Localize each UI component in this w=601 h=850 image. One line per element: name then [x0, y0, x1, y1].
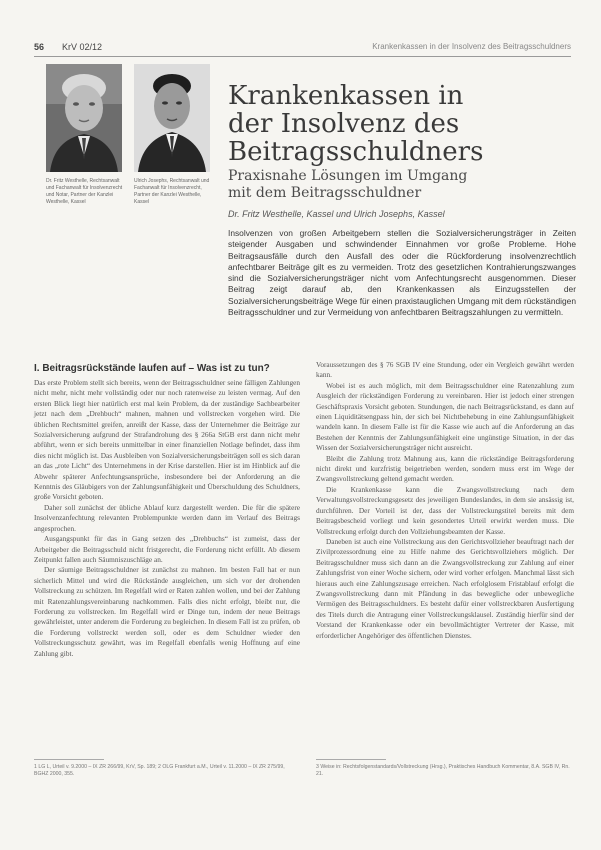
running-title: Krankenkassen in der Insolvenz des Beitragsschuldners [372, 42, 571, 51]
article-subtitle [228, 168, 578, 202]
section-heading: I. Beitragsrückstände laufen auf – Was ist zu tun? [34, 363, 270, 374]
running-header [34, 40, 571, 54]
paragraph: Voraussetzungen des § 76 SGB IV eine Stundung, oder ein Vergleich gewährt werden kann. [316, 360, 574, 380]
paragraph: Das erste Problem stellt sich bereits, wenn der Beitragsschuldner seine fälligen Zahlungen nicht mehr, nicht mehr vollständig oder nur noch ratenweise zu leisten vermag. Auf den ersten Blick liegt hier natürlich erst mal kein Problem, da der zuständige Sachbearbeiter jetzt nach dem „Drehbuch“ mahnen, mahnen und vollstrecken vorgehen wird. Die üblichen Rechtsmittel greifen, anreißt der Kasse, dass der Unternehmer die Beiträge zur Sozialversicherung aufgrund der Strafandrohung des § 266a StGB erst dann nicht mehr abführt, wenn er sich bereits unmittelbar in einer finanziellen Notlage befindet, dass ihm dies nicht möglich ist. Das Ausbleiben von Sozialversicherungsbeiträgen soll es sich daran an das „rote Licht“ des Unternehmens in der Krise darstellen. Hier ist im Hinblick auf die Abwehr späterer Anfechtungsansprüche, insbesondere bei der Anforderung an die Kenntnis des Gläubigers von der Zahlungsunfähigkeit und Überschuldung des Schuldners, große Vorsicht geboten. [34, 378, 300, 502]
page-number: 56 [34, 42, 45, 52]
photo-caption: Ulrich Josephs, Rechtsanwalt und Fachanwalt für Insolvenzrecht, Partner der Kanzlei Westhelle, Kassel [134, 178, 210, 205]
paragraph: Die Krankenkasse kann die Zwangsvollstreckung nach dem Verwaltungsvollstreckungsgesetz des jeweiligen Bundeslandes, in dem sie ansässig ist, durchführen. Der Vorteil ist der, dass der Vollstreckungstitel bereits mit dem Beitragsbescheid vorliegt und kein gesondertes Urteil erwirkt werden muss. Die Vollstreckung erfolgt durch den Vollziehungsbeamten der Kasse. [316, 484, 574, 536]
article-authors: Dr. Fritz Westhelle, Kassel und Ulrich Josephs, Kassel [228, 209, 445, 219]
paragraph: Daneben ist auch eine Vollstreckung aus den Gerichtsvollzieher beauftragt nach der Zivilprozessordnung eine zu Hilfe nahme des Gerichtsvollziehers möglich. Der Beitragsschuldner muss sich dann an die Zwangsvollstreckung zur Zahlung auf einer Zahlungsfrist von einer Woche sichern, oder wird vorher erfolgen. Manchmal lässt sich hieraus auch eine Zahlungszusage erreichen. Nach erfolglosem Fristablauf erfolgt die Zwangsvollstreckung dann mit Pfändung in das bewegliche oder unbewegliche Vermögen des Beitragsschuldners. Es besteht dafür einer vollstreckbaren Ausfertigung des Titels durch die Antragung einer Vollstreckungsklausel. Zuständig hierfür sind der Vorstand der Krankenkasse oder ein bevollmächtigter Vertreter der Kasse, mit erforderlicher Angehöriger des öffentlichen Dienstes. [316, 536, 574, 640]
title-line: der Insolvenz des [228, 109, 460, 139]
footnotes-right: 3 Weise in: Rechtsfolgenstandards/Vollstreckung (Hrsg.), Praktisches Handbuch Kommentar, 8.A. SGB IV, Rn. 21. [316, 764, 570, 777]
article-abstract: Insolvenzen von großen Arbeitgebern stellen die Sozialversicherungsträger in Zeiten steigender Ausgaben und schwindender Einnahmen vor große Probleme. Hohe Beitragsausfälle durch den Ausfall des oder die Rückforderung insolvenzrechtlich anfechtbarer Beiträge gilt es zu vermeiden. Trotz des gesetzlichen Kontrahierungszwanges sind die Sozialversicherungsträger nicht vom Anfechtungsrecht ausgenommen. Dieser Beitrag zeigt darauf ab, den Krankenkassen als Einzugsstellen der Sozialversicherungsbeiträge Wege für einen praxistauglichen Umgang mit dem rückständigen Beitragsschuldner und zur Vermeidung von anfechtbaren Beitragszahlungen zu vermitteln. [228, 228, 576, 318]
paragraph: Wobei ist es auch möglich, mit dem Beitragsschuldner eine Ratenzahlung zum Ausgleich der rückständigen Forderung zu vereinbaren. Hier ist jedoch einer strengen Geschäftspraxis Vorsicht geboten. Stundungen, die nach Beitragsrückstand, es dann auf einen Liquiditätsengpass hin, der sich bei Nichtbehebung in eine Zahlungsunfähigkeit wandeln kann. In diesem Falle ist für die Kasse wie auch auf die Anforderung an das Bestehen der Kenntnis der Zahlungsunfähigkeit eine ungünstige Situation, in der das Wissen der Sozialversicherungsträger nicht ausreicht. [316, 380, 574, 453]
paragraph: Bleibt die Zahlung trotz Mahnung aus, kann die rückständige Beitragsforderung nicht direkt und kurzfristig beigetrieben werden, sondern muss erst im Wege der Zwangsvollstreckung geltend gemacht werden. [316, 453, 574, 484]
right-column [316, 360, 574, 641]
subtitle-line: mit dem Beitragsschuldner [228, 185, 422, 201]
portrait-image [46, 64, 122, 172]
paragraph: Der säumige Beitragsschuldner ist zunächst zu mahnen. Im besten Fall hat er nun sicherlich Mittel und wird die Rückstände ausgleichen, um sich vor der drohenden Vollstreckung zu schützen. Im Regelfall wird er Raten zahlen wollen, und bei der Zahlung mit Ratenzahlungsvereinbarung nachkommen. Falls dies nicht erfolgt, bleibt nur, die Forderung zu vollstrecken. Im Regelfall wird er Dinge tun, indem der neue Beitrags gewährleistet, unter anderem die Forderung zu begleichen. In diesem Fall ist zu prüfen, ob die Forderung vollstreckt werden soll, oder es dem Schuldner wieder den Vollstreckungsschutz gewährt, was im Regelfall ebenfalls wenig Hoffnung auf eine Zahlung gibt. [34, 565, 300, 658]
left-column [34, 378, 300, 659]
paragraph: Ausgangspunkt für das in Gang setzen des „Drehbuchs“ ist zumeist, dass der Arbeitgeber die Beitragsschuld nicht fristgerecht, die Forderung nicht erfüllt. Ab diesem Zeitpunkt fallen auch Säumniszuschläge an. [34, 534, 300, 564]
subtitle-line: Praxisnahe Lösungen im Umgang [228, 168, 468, 184]
footnotes-left: 1 LG L, Urteil v. 9.2000 – IX ZR 266/99, KrV, Sp. 189; 2 OLG Frankfurt a.M., Urteil v. 11.2000 – IX ZR 275/99, BGHZ 2000, 355. [34, 764, 285, 777]
footnote-rule [316, 759, 386, 760]
title-line: Krankenkassen in [228, 81, 464, 111]
author-photo-westhelle [46, 64, 122, 172]
journal-issue: KrV 02/12 [62, 42, 103, 52]
footnote-rule [34, 759, 104, 760]
portrait-image [134, 64, 210, 172]
photo-caption: Dr. Fritz Westhelle, Rechtsanwalt und Fachanwalt für Insolvenzrecht und Notar, Partner der Kanzlei Westhelle, Kassel [46, 178, 123, 205]
paragraph: Daher soll zunächst der übliche Ablauf kurz dargestellt werden. Die für die spätere Insolvenzanfechtung relevanten Problempunkte werden dann im Verlauf des Beitrags angesprochen. [34, 502, 300, 533]
header-rule [34, 56, 571, 57]
author-photo-josephs [134, 64, 210, 172]
article-title [228, 82, 578, 166]
title-line: Beitragsschuldners [228, 137, 484, 167]
